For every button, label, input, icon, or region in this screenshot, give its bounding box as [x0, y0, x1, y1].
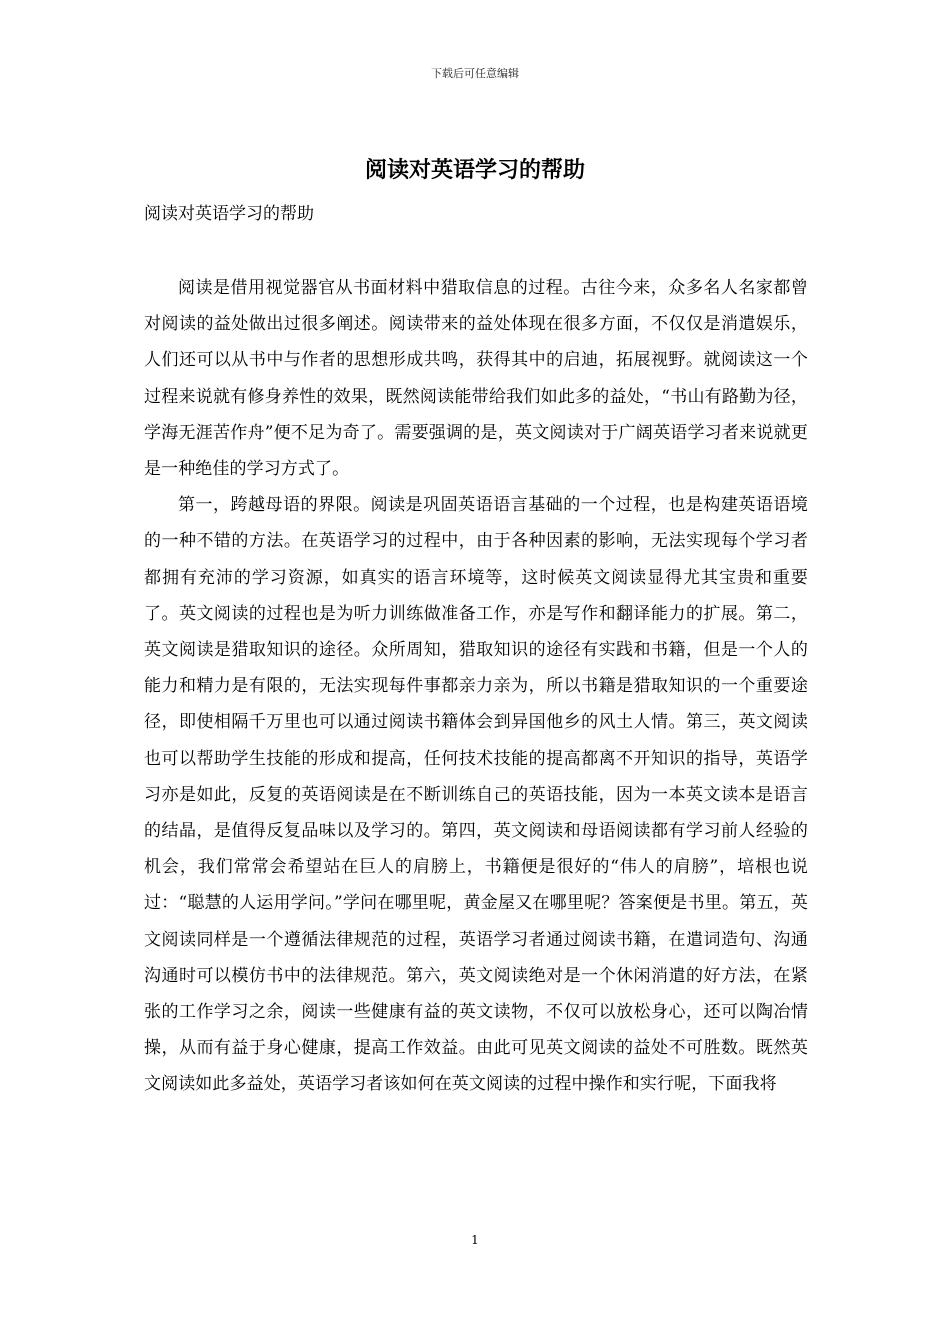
paragraph-intro: 阅读是借用视觉器官从书面材料中猎取信息的过程。古往今来，众多名人名家都曾对阅读的益处做出过很多阐述。阅读带来的益处体现在很多方面，不仅仅是消遣娱乐，人们还可以从书中与作者的思想形成共鸣，获得其中的启迪，拓展视野。就阅读这一个过程来说就有修身养性的效果，既然阅读能带给我们如此多的益处，“书山有路勤为径，学海无涯苦作舟”便不足为奇了。需要强调的是，英文阅读对于广阔英语学习者来说就更是一种绝佳的学习方式了。 — [144, 278, 808, 480]
header-note: 下载后可任意编辑 — [431, 67, 519, 80]
paragraph-benefits: 第一，跨越母语的界限。阅读是巩固英语语言基础的一个过程，也是构建英语语境的一种不错的方法。在英语学习的过程中，由于各种因素的影响，无法实现每个学习者都拥有充沛的学习资源，如真实的语言环境等，这时候英文阅读显得尤其宝贵和重要了。英文阅读的过程也是为听力训练做准备工作，亦是写作和翻译能力的扩展。第二，英文阅读是猎取知识的途径。众所周知，猎取知识的途径有实践和书籍，但是一个人的能力和精力是有限的，无法实现每件事都亲力亲为，所以书籍是猎取知识的一个重要途径，即使相隔千万里也可以通过阅读书籍体会到异国他乡的风土人情。第三，英文阅读也可以帮助学生技能的形成和提高，任何技术技能的提高都离不开知识的指导，英语学习亦是如此，反复的英语阅读是在不断训练自己的英语技能，因为一本英文读本是语言的结晶，是值得反复品味以及学习的。第四，英文阅读和母语阅读都有学习前人经验的机会，我们常常会希望站在巨人的肩膀上，书籍便是很好的“伟人的肩膀”，培根也说过：“聪慧的人运用学问。”学问在哪里呢，黄金屋又在哪里呢？答案便是书里。第五，英文阅读同样是一个遵循法律规范的过程，英语学习者通过阅读书籍，在遣词造句、沟通沟通时可以模仿书中的法律规范。第六，英文阅读绝对是一个休闲消遣的好方法，在紧张的工作学习之余，阅读一些健康有益的英文读物，不仅可以放松身心，还可以陶冶情操，从而有益于身心健康，提高工作效益。由此可见英文阅读的益处不可胜数。既然英文阅读如此多益处，英语学习者该如何在英文阅读的过程中操作和实行呢，下面我将 — [144, 495, 808, 1095]
document-subtitle: 阅读对英语学习的帮助 — [144, 204, 314, 224]
document-body — [144, 270, 808, 1103]
page-number: 1 — [471, 1233, 479, 1247]
document-title: 阅读对英语学习的帮助 — [364, 157, 585, 183]
